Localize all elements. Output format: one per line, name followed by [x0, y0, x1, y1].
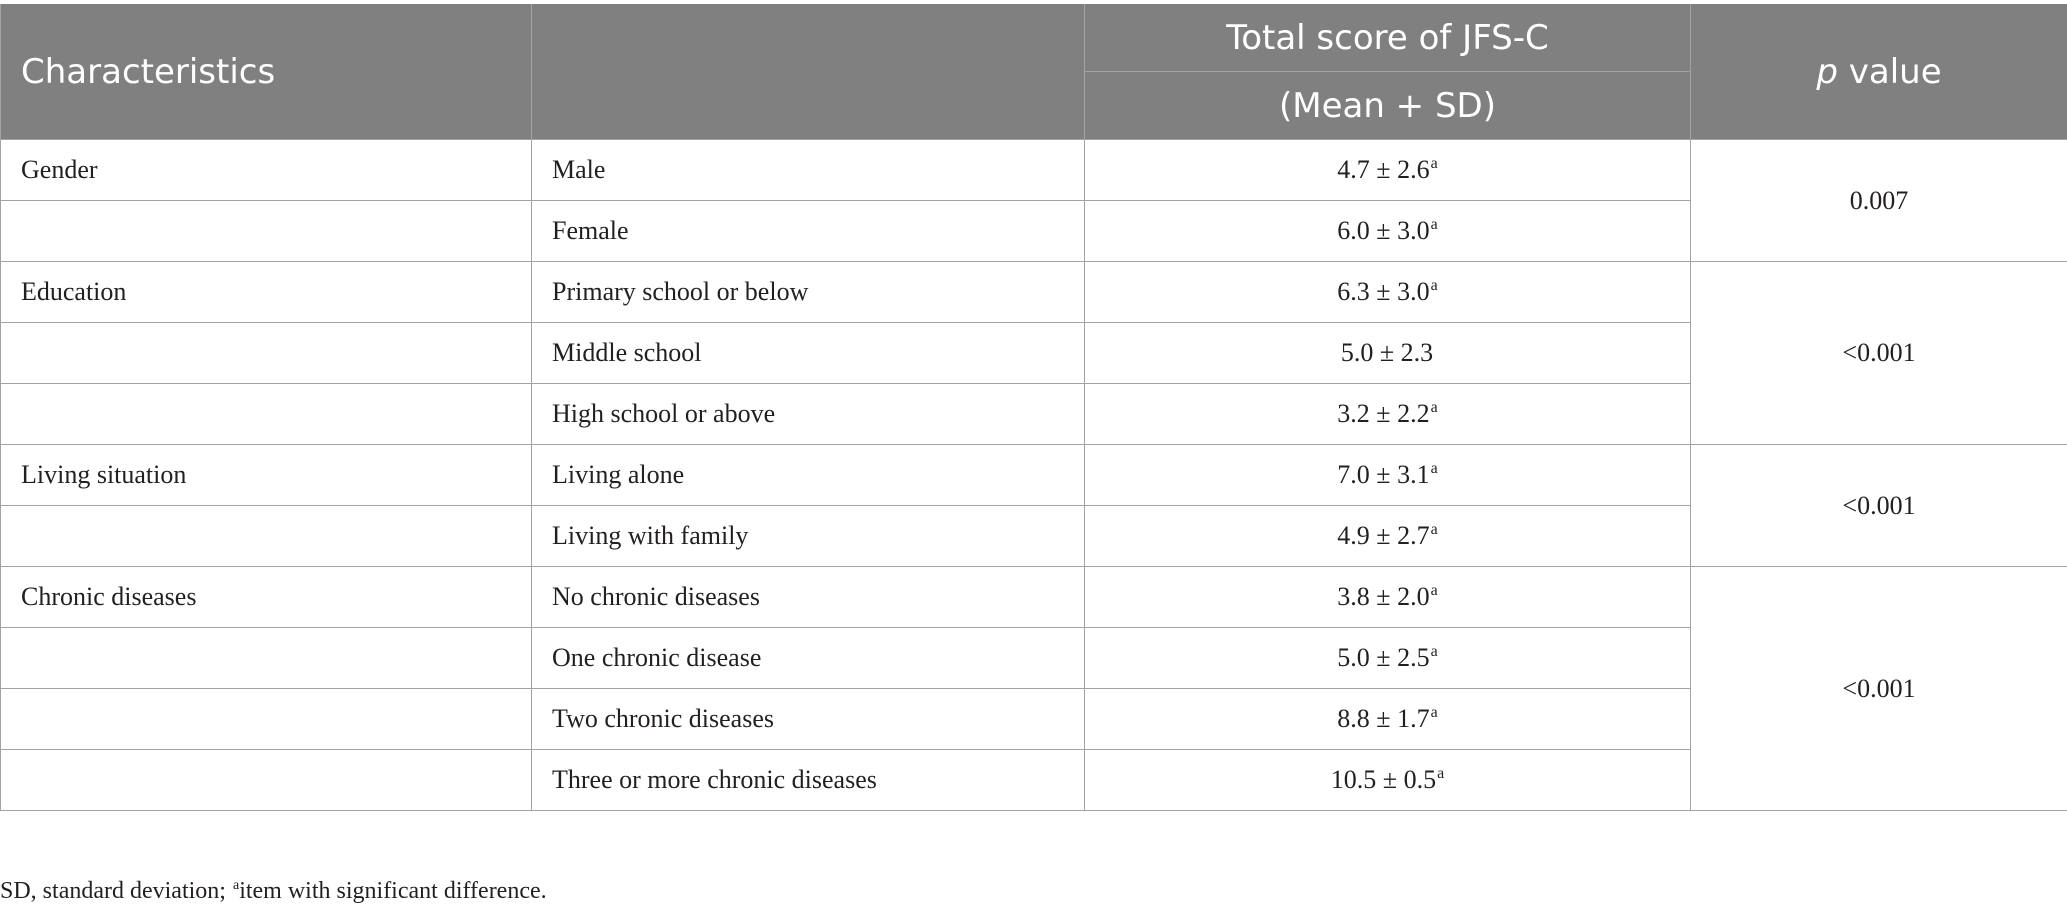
significance-marker: a: [1430, 521, 1438, 539]
significance-marker: a: [1430, 643, 1438, 661]
header-characteristics: Characteristics: [1, 4, 532, 140]
significance-marker: a: [1430, 399, 1438, 417]
header-mean-sd: (Mean + SD): [1085, 72, 1691, 140]
significance-marker: a: [1430, 704, 1438, 722]
value-text: 5.0 ± 2.5: [1337, 643, 1430, 672]
value-text: 6.0 ± 3.0: [1337, 216, 1430, 245]
subcategory-cell: Middle school: [532, 323, 1085, 384]
value-cell: [1085, 506, 1691, 567]
category-cell: Gender: [1, 140, 532, 201]
category-cell: [1, 689, 532, 750]
category-cell: Living situation: [1, 445, 532, 506]
header-row: [1, 4, 2067, 72]
header-subcategory: [532, 4, 1085, 140]
table-row: [1, 140, 2067, 201]
value-text: 4.9 ± 2.7: [1337, 521, 1430, 550]
category-cell: [1, 201, 532, 262]
value-text: 7.0 ± 3.1: [1337, 460, 1430, 489]
characteristics-table: [0, 4, 2067, 811]
category-cell: [1, 750, 532, 811]
subcategory-cell: Living alone: [532, 445, 1085, 506]
value-text: 3.8 ± 2.0: [1337, 582, 1430, 611]
footnote-text-end: item with significant difference.: [239, 878, 547, 904]
category-cell: [1, 628, 532, 689]
significance-marker: a: [1430, 216, 1438, 234]
value-text: 4.7 ± 2.6: [1337, 155, 1430, 184]
value-cell: [1085, 445, 1691, 506]
p-value-cell: <0.001: [1691, 567, 2067, 811]
significance-marker: a: [1430, 582, 1438, 600]
p-value-cell: 0.007: [1691, 140, 2067, 262]
value-cell: [1085, 384, 1691, 445]
value-text: 3.2 ± 2.2: [1337, 399, 1430, 428]
value-cell: [1085, 201, 1691, 262]
p-value-cell: <0.001: [1691, 445, 2067, 567]
value-cell: [1085, 567, 1691, 628]
category-cell: Education: [1, 262, 532, 323]
subcategory-cell: Primary school or below: [532, 262, 1085, 323]
header-total-score: Total score of JFS-C: [1085, 4, 1691, 72]
header-p-italic: p: [1816, 51, 1838, 92]
category-cell: [1, 384, 532, 445]
header-p-rest: value: [1837, 51, 1942, 92]
footnote-text-start: SD, standard deviation;: [0, 878, 232, 904]
value-cell: [1085, 262, 1691, 323]
subcategory-cell: Two chronic diseases: [532, 689, 1085, 750]
subcategory-cell: High school or above: [532, 384, 1085, 445]
header-p-value: [1691, 4, 2067, 140]
subcategory-cell: Three or more chronic diseases: [532, 750, 1085, 811]
value-text: 10.5 ± 0.5: [1330, 765, 1437, 794]
value-text: 5.0 ± 2.3: [1340, 338, 1434, 367]
table-footnote: [0, 878, 547, 905]
significance-marker: a: [1430, 460, 1438, 478]
value-cell: [1085, 750, 1691, 811]
table-row: [1, 445, 2067, 506]
p-value-cell: <0.001: [1691, 262, 2067, 445]
category-cell: Chronic diseases: [1, 567, 532, 628]
subcategory-cell: One chronic disease: [532, 628, 1085, 689]
category-cell: [1, 506, 532, 567]
footnote-marker: a: [232, 878, 240, 893]
value-cell: [1085, 323, 1691, 384]
table-row: [1, 262, 2067, 323]
significance-marker: a: [1437, 765, 1445, 783]
subcategory-cell: No chronic diseases: [532, 567, 1085, 628]
subcategory-cell: Male: [532, 140, 1085, 201]
significance-marker: a: [1430, 277, 1438, 295]
significance-marker: a: [1430, 155, 1438, 173]
category-cell: [1, 323, 532, 384]
value-cell: [1085, 628, 1691, 689]
value-text: 8.8 ± 1.7: [1337, 704, 1430, 733]
value-cell: [1085, 689, 1691, 750]
value-cell: [1085, 140, 1691, 201]
value-text: 6.3 ± 3.0: [1337, 277, 1430, 306]
subcategory-cell: Female: [532, 201, 1085, 262]
subcategory-cell: Living with family: [532, 506, 1085, 567]
table-row: [1, 567, 2067, 628]
table-container: [0, 4, 2067, 811]
